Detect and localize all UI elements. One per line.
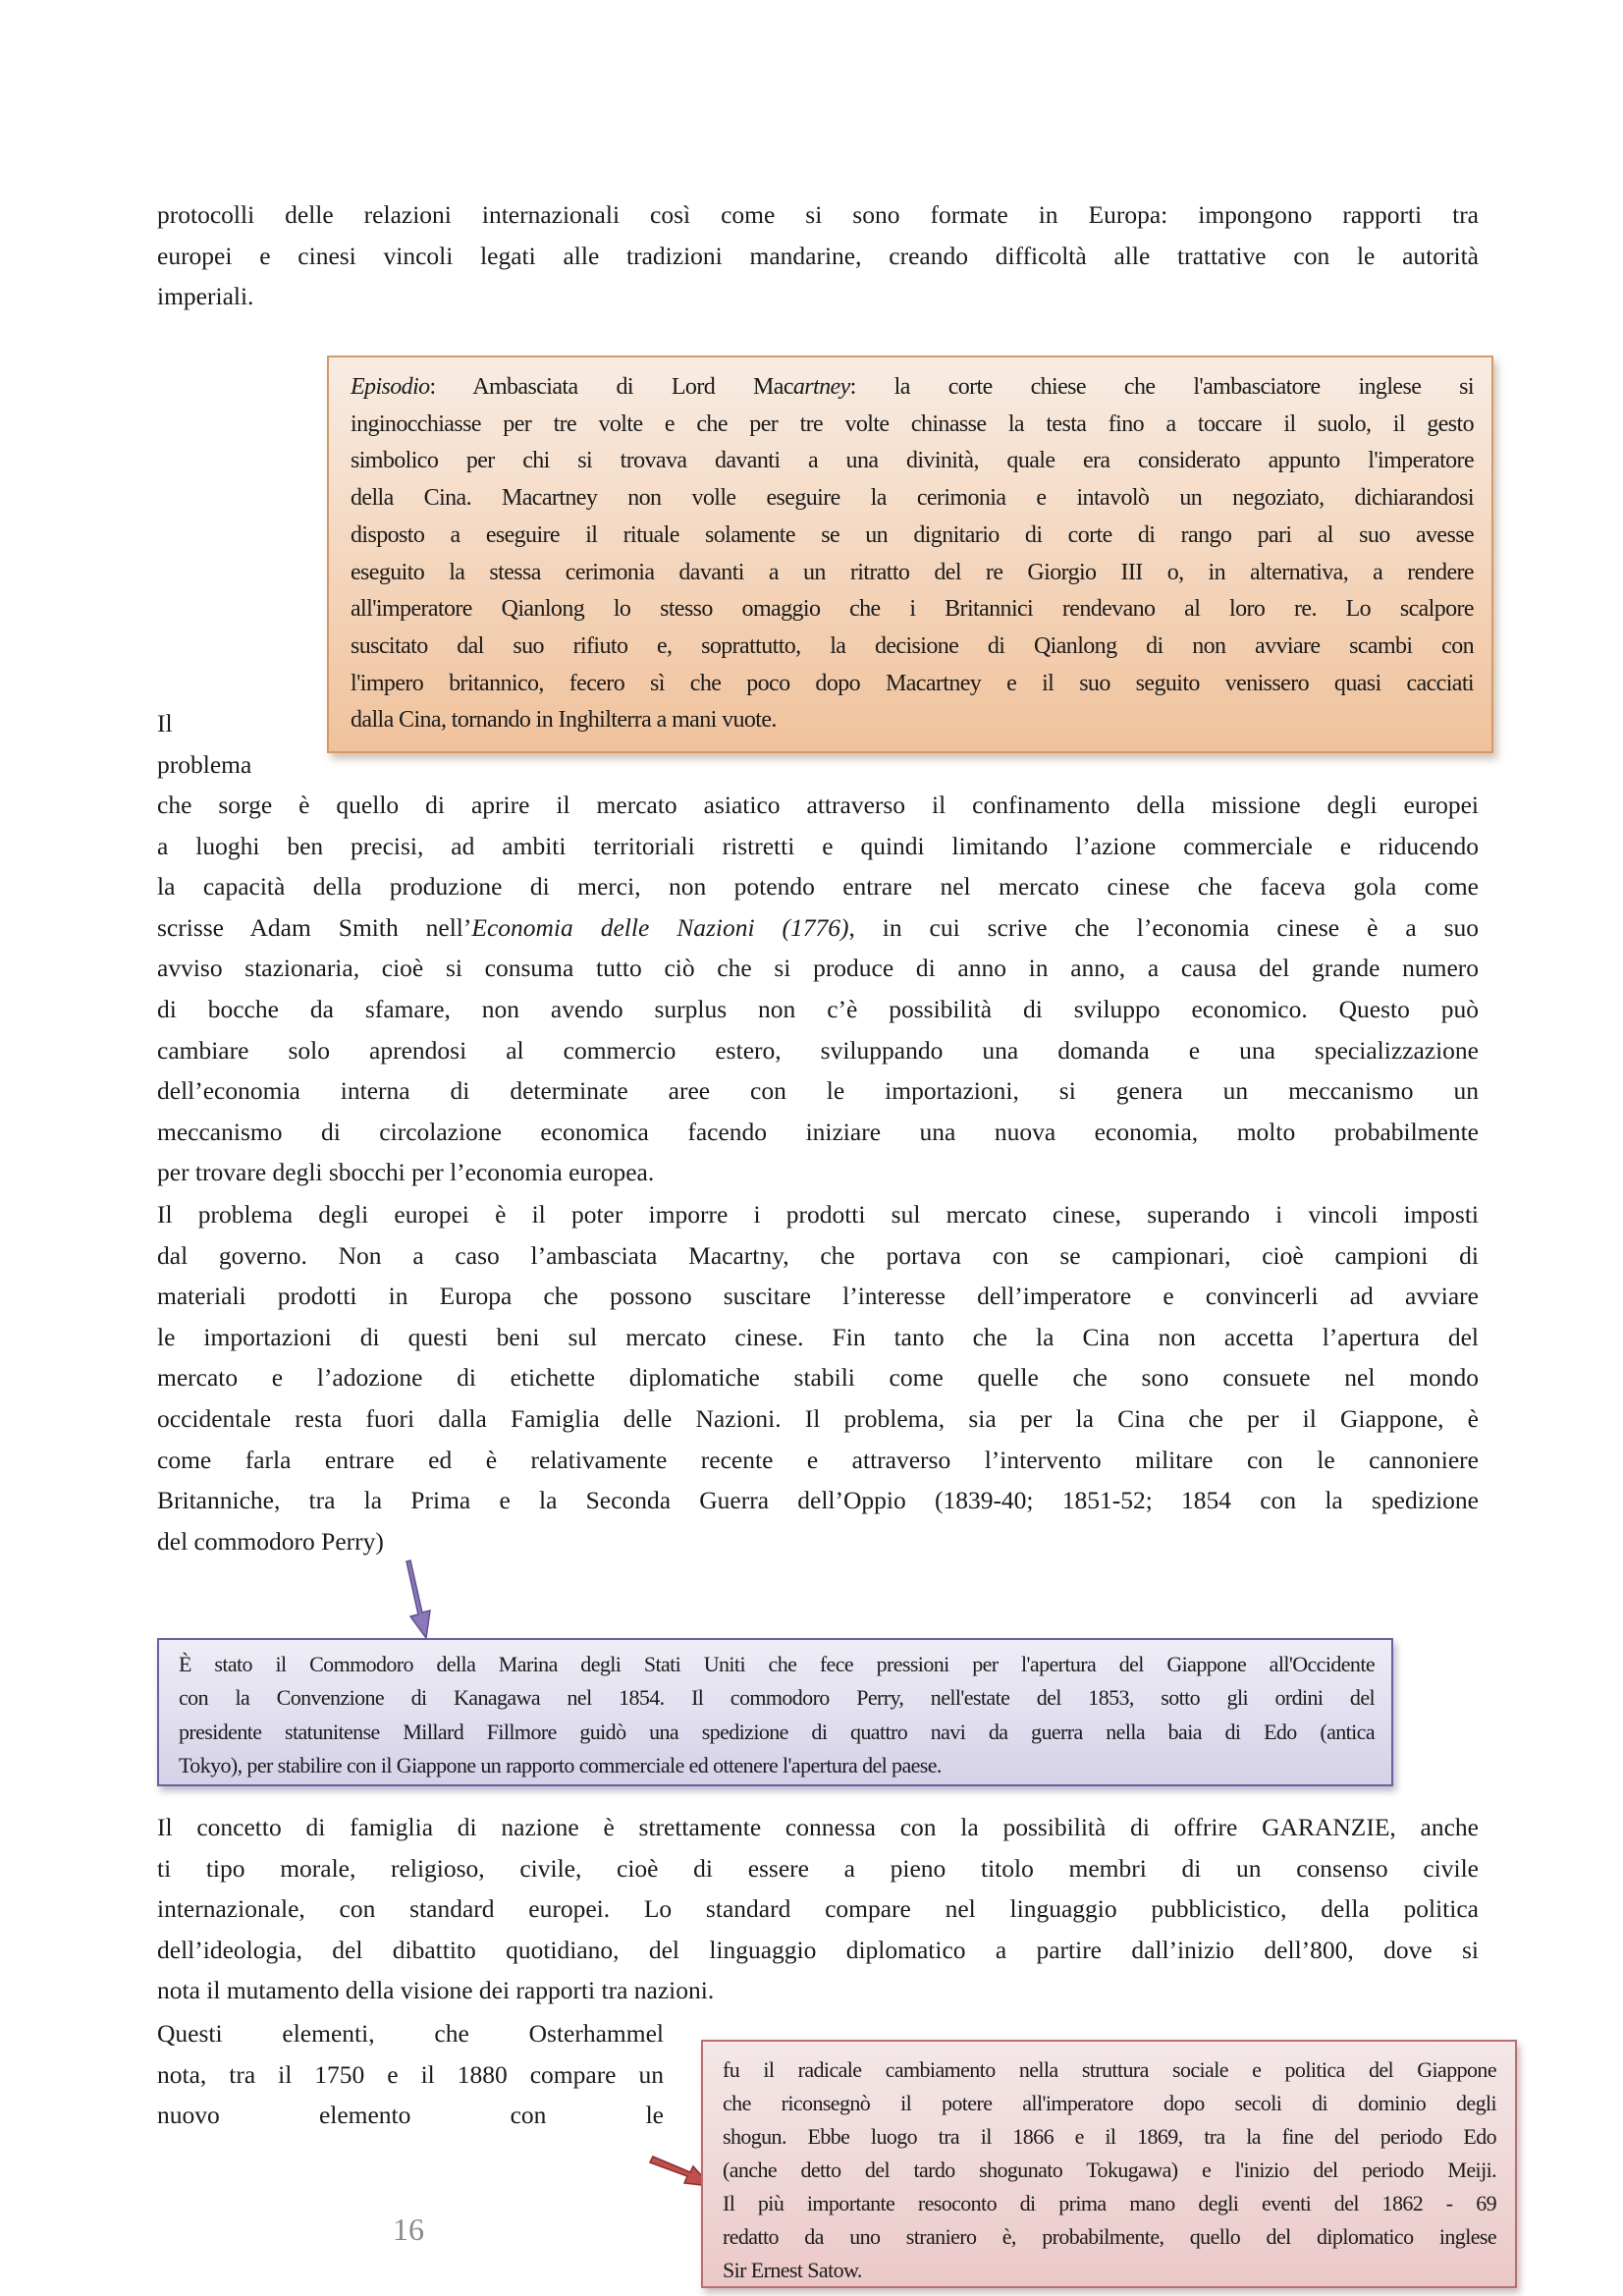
text-line: [157, 1521, 1479, 1562]
text-segment: shogun. Ebbe luogo tra il 1866 e il 1869, tra la fine del periodo Edo: [723, 2124, 1496, 2149]
text-line: [723, 2154, 1496, 2187]
text-line: [157, 236, 1479, 277]
text-segment: all'imperatore Qianlong lo stesso omaggio che i Britannici rendevano al loro re. Lo scalpore: [351, 596, 1474, 623]
text-line: [723, 2053, 1496, 2087]
text-line: [157, 989, 1479, 1030]
text-line: [157, 1848, 1479, 1889]
text-line: [179, 1716, 1375, 1749]
text-line: [157, 2013, 664, 2054]
text-line: [157, 1317, 1479, 1358]
italic-text: Economia delle Nazioni (1776): [471, 912, 849, 942]
text-line: [157, 1357, 1479, 1398]
text-line: [351, 702, 1474, 739]
text-segment: dalla Cina, tornando in Inghilterra a mani vuote.: [351, 707, 777, 734]
text-line: [157, 1480, 1479, 1521]
text-segment: la capacità della produzione di merci, non potendo entrare nel mercato cinese che faceva gola come: [157, 872, 1479, 902]
text-line: [157, 1807, 1479, 1848]
paragraph-5: [157, 2013, 664, 2136]
text-line: [157, 1235, 1479, 1277]
text-segment: nota, tra il 1750 e il 1880 compare un: [157, 2059, 664, 2089]
text-segment: della Cina. Macartney non volle eseguire la cerimonia e intavolò un negoziato, dichiarandosi: [351, 485, 1474, 512]
text-line: [723, 2220, 1496, 2254]
text-line: [157, 785, 1479, 826]
episode-callout-box: [327, 355, 1493, 753]
text-segment: imperiali.: [157, 282, 254, 311]
text-segment: inginocchiasse per tre volte e che per tre volte chinasse la testa fino a toccare il suolo, il gesto: [351, 410, 1474, 437]
text-line: [157, 1070, 1479, 1112]
text-segment: avviso stazionaria, cioè si consuma tutto ciò che si produce di anno in anno, a causa del grande numero: [157, 954, 1479, 983]
text-segment: : la corte chiese che l'ambasciatore inglese si: [849, 374, 1474, 400]
text-segment: Sir Ernest Satow.: [723, 2258, 862, 2282]
purple-arrow-icon: [393, 1559, 442, 1640]
text-line: [351, 518, 1474, 555]
text-segment: dal governo. Non a caso l’ambasciata Macartny, che portava con se campionari, cioè campioni di: [157, 1240, 1479, 1270]
italic-text: Episodio: [351, 374, 430, 400]
paragraph-2: [157, 785, 1479, 1193]
paragraph-4: [157, 1807, 1479, 2011]
text-segment: Il concetto di famiglia di nazione è strettamente connessa con la possibilità di offrire GARANZIE, anche: [157, 1813, 1479, 1841]
text-segment: a luoghi ben precisi, ad ambiti territoriali ristretti e quindi limitando l’azione commerciale e riducendo: [157, 831, 1479, 860]
text-line: [351, 555, 1474, 592]
text-line: [157, 866, 1479, 907]
text-line: [351, 666, 1474, 703]
text-line: [179, 1648, 1375, 1681]
text-segment: (anche detto del tardo shogunato Tokugawa) e l'inizio del periodo Meiji.: [723, 2158, 1496, 2182]
text-line: [157, 194, 1479, 236]
text-segment: occidentale resta fuori dalla Famiglia delle Nazioni. Il problema, sia per la Cina che per il Giappone, è: [157, 1403, 1479, 1433]
text-line: [157, 2054, 664, 2096]
text-segment: eseguito la stessa cerimonia davanti a un ritratto del re Giorgio III o, in alternativa, a rendere: [351, 559, 1474, 585]
text-line: [351, 480, 1474, 518]
text-segment: suscitato dal suo rifiuto e, soprattutto, la decisione di Qianlong di non avviare scambi con: [351, 632, 1474, 659]
text-segment: di bocche da sfamare, non avendo surplus non c’è possibilità di sviluppo economico. Questo può: [157, 994, 1479, 1023]
text-segment: le importazioni di questi beni sul mercato cinese. Fin tanto che la Cina non accetta l’apertura del: [157, 1322, 1479, 1351]
meiji-callout-text: [723, 2053, 1496, 2287]
text-segment: simbolico per chi si trovava davanti a una divinità, quale era considerato appunto l'imperatore: [351, 448, 1474, 474]
paragraph-1: [157, 194, 1479, 317]
text-line: [157, 1152, 1479, 1193]
text-line: [723, 2187, 1496, 2220]
text-line: [351, 369, 1474, 407]
text-segment: Tokyo), per stabilire con il Giappone un rapporto commerciale ed ottenere l'apertura del paese.: [179, 1753, 942, 1778]
text-line: [179, 1749, 1375, 1782]
text-line: [157, 1888, 1479, 1930]
paragraph-2-start-il: Il: [157, 709, 173, 738]
text-segment: meccanismo di circolazione economica facendo iniziare una nuova economia, molto probabilmente: [157, 1117, 1479, 1146]
text-segment: che sorge è quello di aprire il mercato asiatico attraverso il confinamento della missione degli europei: [157, 791, 1479, 819]
text-segment: , in cui scrive che l’economia cinese è a suo: [848, 912, 1479, 942]
text-segment: Questi elementi, che Osterhammel: [157, 2019, 664, 2048]
text-line: [351, 591, 1474, 629]
text-line: [157, 1970, 1479, 2011]
text-segment: nuovo elemento con le: [157, 2101, 664, 2130]
perry-callout-text: [179, 1648, 1375, 1783]
page-number: 16: [393, 2212, 424, 2247]
text-line: [723, 2087, 1496, 2120]
text-line: [351, 629, 1474, 666]
text-segment: protocolli delle relazioni internazionali così come si sono formate in Europa: impongono rapporti tra: [157, 200, 1479, 229]
text-segment: Il problema degli europei è il poter imporre i prodotti sul mercato cinese, superando i vincoli imposti: [157, 1200, 1479, 1229]
italic-text: artney: [792, 374, 850, 400]
text-segment: disposto a eseguire il rituale solamente se un dignitario di corte di rango pari al suo avesse: [351, 521, 1474, 548]
text-segment: con la Convenzione di Kanagawa nel 1854. Il commodoro Perry, nell'estate del 1853, sotto gli ordini del: [179, 1685, 1375, 1711]
text-segment: È stato il Commodoro della Marina degli Stati Uniti che fece pressioni per l'apertura del Giappone all'Occidente: [179, 1652, 1375, 1676]
text-line: [723, 2120, 1496, 2154]
text-segment: internazionale, con standard europei. Lo standard compare nel linguaggio pubblicistico, della politica: [157, 1894, 1479, 1924]
text-segment: come farla entrare ed è relativamente recente e attraverso l’intervento militare con le cannoniere: [157, 1445, 1479, 1474]
text-segment: : Ambasciata di Lord Mac: [429, 374, 793, 400]
text-segment: che riconsegnò il potere all'imperatore dopo secoli di dominio degli: [723, 2091, 1496, 2115]
text-line: [157, 1398, 1479, 1440]
text-line: [157, 1112, 1479, 1153]
text-segment: fu il radicale cambiamento nella struttura sociale e politica del Giappone: [723, 2057, 1496, 2082]
perry-callout-box: [157, 1638, 1393, 1786]
text-line: [157, 1030, 1479, 1071]
text-segment: dell’economia interna di determinate aree con le importazioni, si genera un meccanismo un: [157, 1076, 1479, 1106]
text-line: [157, 276, 1479, 317]
text-segment: per trovare degli sbocchi per l’economia europea.: [157, 1158, 655, 1187]
text-segment: del commodoro Perry): [157, 1526, 384, 1556]
text-segment: nota il mutamento della visione dei rapporti tra nazioni.: [157, 1976, 715, 2005]
paragraph-3: [157, 1194, 1479, 1561]
text-line: [723, 2254, 1496, 2287]
text-segment: Il più importante resoconto di prima mano degli eventi del 1862 - 69: [723, 2191, 1496, 2215]
text-segment: europei e cinesi vincoli legati alle tradizioni mandarine, creando difficoltà alle trattative con le autorità: [157, 241, 1479, 270]
text-line: [351, 407, 1474, 444]
episode-callout-text: [351, 369, 1474, 739]
text-segment: cambiare solo aprendosi al commercio estero, sviluppando una domanda e una specializzazione: [157, 1035, 1479, 1065]
text-segment: scrisse Adam Smith nell’: [157, 912, 472, 942]
text-segment: presidente statunitense Millard Fillmore guidò una spedizione di quattro navi da guerra nella baia di Edo (antica: [179, 1719, 1375, 1744]
text-line: [157, 2095, 664, 2136]
text-line: [157, 1440, 1479, 1481]
text-segment: materiali prodotti in Europa che possono suscitare l’interesse dell’imperatore e convincerli ad avviare: [157, 1282, 1479, 1311]
text-segment: l'impero britannico, fecero sì che poco dopo Macartney e il suo seguito venissero quasi cacciati: [351, 670, 1474, 696]
text-segment: ti tipo morale, religioso, civile, cioè di essere a pieno titolo membri di un consenso civile: [157, 1853, 1479, 1883]
text-segment: redatto da uno straniero è, probabilmente, quello del diplomatico inglese: [723, 2224, 1496, 2249]
text-line: [157, 1194, 1479, 1235]
text-line: [179, 1681, 1375, 1715]
text-segment: Britanniche, tra la Prima e la Seconda Guerra dell’Oppio (1839-40; 1851-52; 1854 con la spedizione: [157, 1486, 1479, 1515]
text-segment: mercato e l’adozione di etichette diplomatiche stabili come quelle che sono consuete nel mondo: [157, 1363, 1479, 1393]
text-line: [351, 443, 1474, 480]
text-line: [157, 948, 1479, 989]
text-line: [157, 1276, 1479, 1317]
paragraph-2-start-problema: problema: [157, 750, 252, 779]
text-line: [157, 826, 1479, 867]
meiji-callout-box: [701, 2040, 1517, 2288]
text-line: [157, 1930, 1479, 1971]
text-segment: dell’ideologia, del dibattito quotidiano, del linguaggio diplomatico a partire dall’inizio dell’800, dove si: [157, 1935, 1479, 1964]
text-line: [157, 907, 1479, 949]
